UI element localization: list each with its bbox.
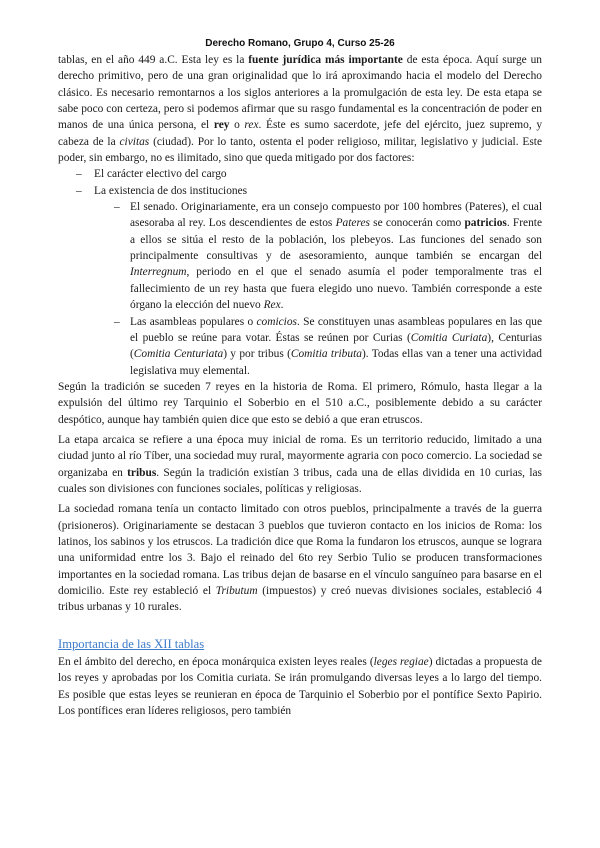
page-header: Derecho Romano, Grupo 4, Curso 25-26 xyxy=(205,38,395,49)
list-item-senado: – El senado. Originariamente, era un consejo compuesto por 100 hombres (Pateres), el cual asesoraba al rey. Los descendientes de estos Pateres se conocerán como patricios. Frente a ellos se sitúa el resto de la población, los plebeyos. Las funciones del senado son principalmente consultivas y de asesoramiento, aunque también se encargan del Interregnum, periodo en el que el senado asumía el poder temporalmente tras el fallecimiento de un rey hasta que fuera elegido uno nuevo. También corresponde a este órgano la elección del nuevo Rex. xyxy=(58,199,542,313)
list-item: – La existencia de dos instituciones xyxy=(58,183,542,199)
section-heading-link[interactable]: Importancia de las XII tablas xyxy=(58,636,205,651)
paragraph-reyes: Según la tradición se suceden 7 reyes en la historia de Roma. El primero, Rómulo, hasta llegar a la expulsión del último rey Tarquinio el Soberbio en el 510 a.C., posiblemente debido a su carácter despótico, aunque hay también quien dice que esto se debió a que eran etruscos. xyxy=(58,380,542,426)
institutions-sublist xyxy=(58,199,542,379)
italic-term: rex xyxy=(244,119,259,132)
bold-term: rey xyxy=(213,119,230,132)
factors-list xyxy=(58,166,542,199)
list-item: – El carácter electivo del cargo xyxy=(58,166,542,182)
paragraph-leyes: En el ámbito del derecho, en época monárquica existen leyes reales (leges regiae) dictadas a propuesta de los reyes y aprobadas por los Comitia curiata. Se irán promulgando diversas leyes a lo largo del tiempo. Es posible que estas leyes se reunieran en época de Tarquinio el Soberbio por el pontífice Sexto Papirio. Los pontífices eran líderes religiosos, pero también xyxy=(58,656,542,718)
paragraph-sociedad: La sociedad romana tenía un contacto limitado con otros pueblos, principalmente a través de la guerra (prisioneros). Originariamente se destacan 3 pueblos que tuvieron contacto en los inicios de Roma: los latinos, los sabinos y los etruscos. La tradición dice que Roma la fundaron los etruscos, aunque se lograra una uniformidad entre los 3. Bajo el reinado del 6to rey Serbio Tulio se producen transformaciones importantes en la sociedad romana. Las tribus dejan de basarse en el vínculo sanguíneo para basarse en el domicilio. Este rey estableció el Tributum (impuestos) y creó nuevas divisiones sociales, estableció 4 tribus urbanas y 10 rurales. xyxy=(58,503,543,614)
paragraph-etapa-arcaica: La etapa arcaica se refiere a una época muy inicial de roma. Es un territorio reducido, limitado a una ciudad junto al río Tíber, una sociedad muy rural, mayormente agraria con poco comercio. La sociedad se organizaba en tribus. Según la tradición existían 3 tribus, cada una de ellas dividida en 10 curias, las cuales son divisiones con funciones sociales, políticas y religiosas. xyxy=(58,433,542,495)
list-item-asambleas: – Las asambleas populares o comicios. Se constituyen unas asambleas populares en las que el pueblo se reúne para votar. Éstas se reúnen por Curias (Comitia Curiata), Centurias (Comitia Centuriata) y por tribus (Comitia tributa). Todas ellas van a tener una actividad legislativa muy elemental. xyxy=(58,314,542,379)
bold-term: fuente jurídica más importante xyxy=(248,54,403,66)
italic-term: civitas xyxy=(119,135,150,148)
document-body xyxy=(58,52,542,719)
paragraph-intro: tablas, en el año 449 a.C. Esta ley es la fuente jurídica más importante de esta época. Aquí surge un derecho primitivo, pero de una gran originalidad que lo irá aproximando hacia el modelo del Derecho clásico. Es necesario remontarnos a los siglos anteriores a la promulgación de esta ley. De esta etapa se sabe poco con certeza, pero si podemos afirmar que su rasgo fundamental es la concentración de poder en manos de una única persona, el rey o rex. Éste es sumo sacerdote, jefe del ejército, juez supremo, y cabeza de la civitas (ciudad). Por lo tanto, ostenta el poder religioso, militar, legislativo y judicial. Este poder, sin embargo, no es ilimitado, sino que queda mitigado por dos factores: xyxy=(58,54,543,165)
